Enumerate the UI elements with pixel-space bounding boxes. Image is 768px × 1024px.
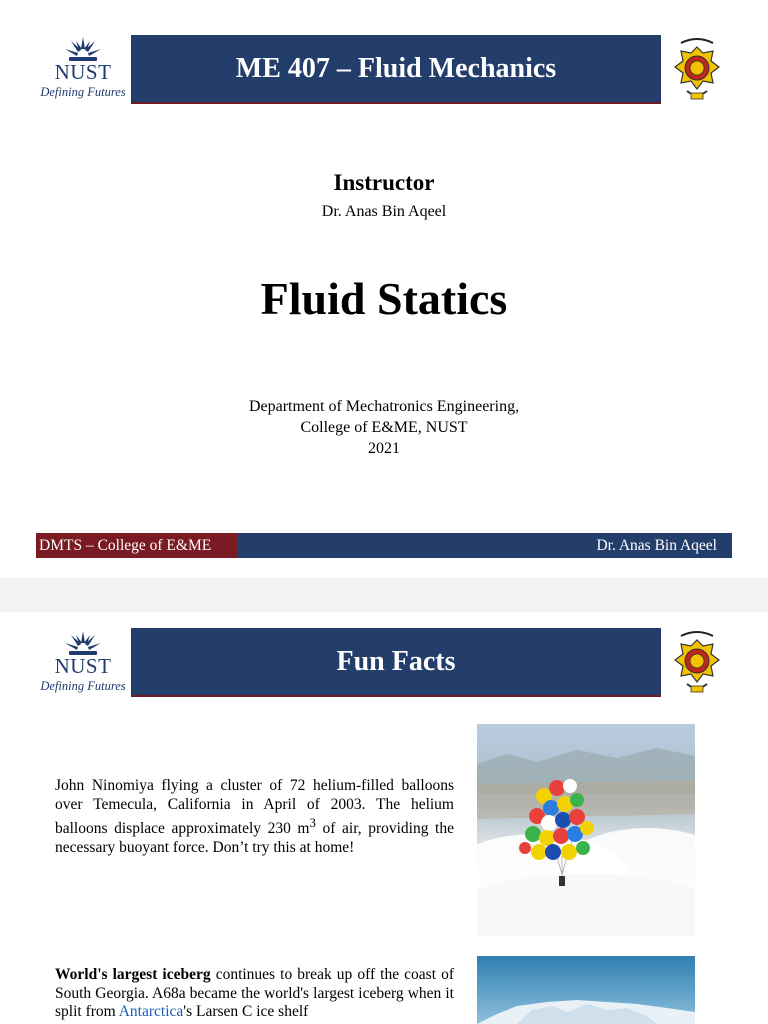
instructor-heading: Instructor [333,170,435,195]
iceberg-photo [477,956,695,1024]
college-crest-icon [667,630,727,696]
iceberg-fact-text-end: 's Larsen C ice shelf [183,1003,309,1020]
footer-left-text: DMTS – College of E&ME [36,533,237,558]
college-line: College of E&ME, NUST [300,419,468,436]
header-title-bar [131,628,661,697]
department-info [0,396,768,459]
nust-logo-tagline: Defining Futures [40,679,126,693]
nust-emblem-icon [63,629,103,657]
iceberg-fact-text: continues to break up off the coast of South Georgia. A68a became the world's largest iceberg when it split from [55,966,454,1020]
balloons-photo [477,724,695,936]
superscript-3: 3 [309,815,316,830]
nust-logo-tagline: Defining Futures [40,85,126,99]
nust-logo-name: NUST [54,654,112,678]
department-line: Department of Mechatronics Engineering, [248,398,520,415]
slide-separator [0,578,768,612]
instructor-name: Dr. Anas Bin Aqeel [321,203,447,220]
balloon-fact-paragraph [55,777,454,857]
balloon-fact-text-end: of air, providing the necessary buoyant force. Don’t try this at home! [55,820,454,856]
slide-title: Fun Facts [336,645,456,677]
main-title: Fluid Statics [260,273,508,324]
nust-emblem-icon [63,35,103,63]
slide-footer [36,533,732,558]
nust-logo-name: NUST [54,60,112,84]
college-crest-icon [667,37,727,103]
antarctica-link[interactable]: Antarctica [118,1003,184,1020]
header-title-bar [131,35,661,104]
iceberg-fact-paragraph [55,966,454,1022]
iceberg-fact-bold: World's largest iceberg [55,966,211,983]
nust-logo [34,35,132,103]
year-line: 2021 [368,440,400,457]
nust-logo [34,629,132,697]
course-title: ME 407 – Fluid Mechanics [235,52,557,84]
balloon-fact-text: John Ninomiya flying a cluster of 72 helium-filled balloons over Temecula, California in April of 2003. The helium balloons displace approximately 230 m [55,777,454,838]
footer-right-text: Dr. Anas Bin Aqeel [596,537,717,554]
